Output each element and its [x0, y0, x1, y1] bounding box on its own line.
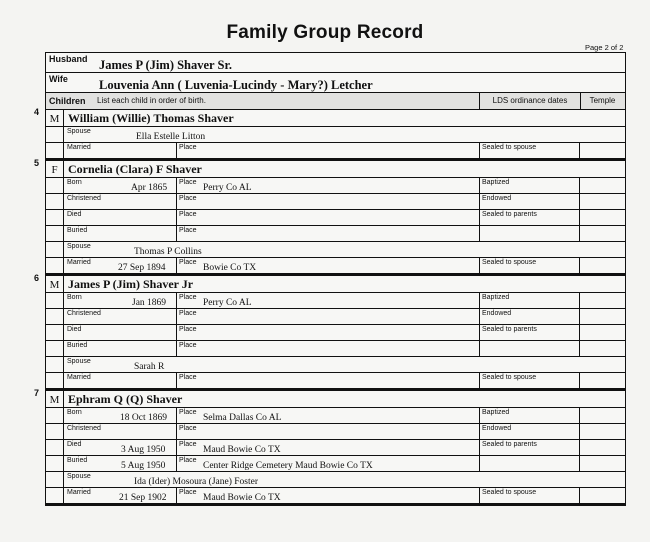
event-label: Died [67, 326, 82, 333]
event-label: Born [67, 294, 82, 301]
event-label: Spouse [67, 243, 91, 250]
row-divider [63, 456, 64, 471]
child-sex: M [46, 391, 64, 407]
event-row [46, 456, 625, 472]
place-label: Place [179, 144, 197, 151]
row-divider [63, 226, 64, 241]
family-group-form [34, 52, 626, 506]
lds-divider [479, 178, 480, 193]
lds-divider [479, 373, 480, 388]
row-divider [63, 293, 64, 308]
event-date: Sarah R [134, 362, 165, 372]
place-divider [176, 440, 177, 455]
event-label: Buried [67, 342, 88, 349]
event-label: Buried [67, 457, 88, 464]
event-label: Spouse [67, 358, 91, 365]
event-label: Christened [67, 195, 101, 202]
place-label: Place [179, 294, 197, 301]
place-divider [176, 373, 177, 388]
event-row [46, 293, 625, 309]
row-divider [63, 242, 64, 257]
place-label: Place [179, 489, 197, 496]
place-label: Place [179, 227, 197, 234]
row-divider [63, 194, 64, 209]
child-sex: M [46, 276, 64, 292]
place-label: Place [179, 441, 197, 448]
lds-divider [479, 210, 480, 225]
place-divider [176, 258, 177, 273]
event-date: Jan 1869 [132, 298, 167, 308]
temple-divider [579, 226, 580, 241]
event-row [46, 226, 625, 242]
event-row [46, 325, 625, 341]
place-divider [176, 194, 177, 209]
place-value: Perry Co AL [203, 183, 252, 193]
row-divider [63, 127, 64, 142]
lds-ordinance-label: Baptized [482, 294, 510, 301]
event-date: Apr 1865 [131, 183, 168, 193]
lds-ordinance-label: Baptized [482, 179, 510, 186]
event-row [46, 373, 625, 389]
temple-header: Temple [589, 96, 616, 105]
lds-divider [479, 143, 480, 158]
page-number: Page 2 of 2 [585, 43, 624, 52]
place-label: Place [179, 326, 197, 333]
event-row [46, 309, 625, 325]
temple-divider [579, 293, 580, 308]
place-label: Place [179, 374, 197, 381]
lds-divider [479, 341, 480, 356]
place-divider [176, 226, 177, 241]
temple-divider [579, 373, 580, 388]
child-name-row [46, 391, 625, 408]
place-divider [176, 210, 177, 225]
lds-divider [479, 309, 480, 324]
place-divider [176, 143, 177, 158]
event-row [46, 258, 625, 274]
event-label: Died [67, 441, 82, 448]
event-date: 21 Sep 1902 [119, 493, 167, 503]
children-header [46, 93, 625, 110]
event-date: 18 Oct 1869 [120, 413, 167, 423]
event-row [46, 357, 625, 373]
place-divider [176, 488, 177, 503]
place-label: Place [179, 425, 197, 432]
lds-divider [479, 293, 480, 308]
event-date: Thomas P Collins [134, 247, 202, 257]
event-label: Married [67, 144, 91, 151]
event-date: Ida (Ider) Mosoura (Jane) Foster [134, 477, 258, 487]
event-label: Born [67, 409, 82, 416]
place-divider [176, 408, 177, 423]
lds-divider [479, 325, 480, 340]
event-date: 3 Aug 1950 [121, 445, 166, 455]
event-label: Married [67, 259, 91, 266]
event-row [46, 127, 625, 143]
child-record [34, 273, 625, 391]
event-row [46, 242, 625, 258]
event-label: Died [67, 211, 82, 218]
temple-divider [579, 424, 580, 439]
child-number: 6 [34, 273, 40, 283]
temple-divider [579, 194, 580, 209]
temple-divider [579, 210, 580, 225]
temple-divider [579, 488, 580, 503]
lds-divider [479, 194, 480, 209]
temple-divider [579, 456, 580, 471]
husband-label: Husband [49, 54, 88, 64]
child-name: James P (Jim) Shaver Jr [68, 277, 194, 291]
event-date: 27 Sep 1894 [118, 263, 166, 273]
child-record [34, 388, 625, 506]
temple-divider [579, 143, 580, 158]
lds-divider [479, 424, 480, 439]
lds-ordinance-label: Sealed to parents [482, 326, 537, 333]
child-name: Cornelia (Clara) F Shaver [68, 162, 202, 176]
row-divider [63, 143, 64, 158]
event-row [46, 210, 625, 226]
wife-name: Louvenia Ann ( Luvenia-Lucindy - Mary?) Letcher [99, 78, 373, 92]
event-row [46, 488, 625, 504]
place-value: Perry Co AL [203, 298, 252, 308]
husband-row [46, 53, 625, 73]
child-name: Ephram Q (Q) Shaver [68, 392, 183, 406]
event-row [46, 440, 625, 456]
place-label: Place [179, 259, 197, 266]
event-label: Married [67, 489, 91, 496]
place-label: Place [179, 342, 197, 349]
row-divider [63, 357, 64, 372]
children-list [34, 107, 625, 506]
temple-divider [579, 258, 580, 273]
event-row [46, 424, 625, 440]
row-divider [63, 325, 64, 340]
place-value: Selma Dallas Co AL [203, 413, 282, 423]
lds-divider [479, 456, 480, 471]
place-label: Place [179, 195, 197, 202]
place-divider [176, 424, 177, 439]
lds-ordinance-label: Sealed to spouse [482, 144, 537, 151]
lds-divider [479, 440, 480, 455]
children-instruction: List each child in order of birth. [97, 96, 206, 105]
event-row [46, 341, 625, 357]
lds-divider [479, 226, 480, 241]
row-divider [63, 472, 64, 487]
event-label: Spouse [67, 128, 91, 135]
child-name: William (Willie) Thomas Shaver [68, 111, 234, 125]
event-label: Spouse [67, 473, 91, 480]
event-label: Born [67, 179, 82, 186]
place-label: Place [179, 310, 197, 317]
event-label: Married [67, 374, 91, 381]
lds-ordinance-label: Sealed to parents [482, 441, 537, 448]
row-divider [63, 424, 64, 439]
place-value: Center Ridge Cemetery Maud Bowie Co TX [203, 461, 373, 471]
temple-divider [579, 408, 580, 423]
lds-divider [479, 488, 480, 503]
temple-divider [579, 440, 580, 455]
row-divider [63, 440, 64, 455]
event-date: 5 Aug 1950 [121, 461, 166, 471]
lds-ordinance-label: Sealed to spouse [482, 489, 537, 496]
row-divider [63, 488, 64, 503]
husband-name: James P (Jim) Shaver Sr. [99, 58, 232, 72]
lds-divider [479, 258, 480, 273]
event-row [46, 408, 625, 424]
child-name-row [46, 161, 625, 178]
event-label: Buried [67, 227, 88, 234]
row-divider [63, 309, 64, 324]
row-divider [63, 258, 64, 273]
temple-divider [579, 341, 580, 356]
child-record [34, 158, 625, 276]
child-number: 4 [34, 107, 40, 117]
page-title: Family Group Record [226, 22, 424, 43]
child-sex: F [46, 161, 64, 177]
row-divider [63, 178, 64, 193]
event-row [46, 143, 625, 159]
place-divider [176, 456, 177, 471]
child-number: 5 [34, 158, 40, 168]
event-date: Ella Estelle Litton [136, 132, 206, 142]
place-value: Maud Bowie Co TX [203, 493, 281, 503]
place-divider [176, 293, 177, 308]
lds-ordinance-label: Endowed [482, 195, 512, 202]
temple-divider [579, 309, 580, 324]
event-label: Christened [67, 310, 101, 317]
place-value: Bowie Co TX [203, 263, 257, 273]
lds-ordinance-label: Sealed to spouse [482, 259, 537, 266]
place-label: Place [179, 179, 197, 186]
child-name-row [46, 110, 625, 127]
child-record [34, 107, 625, 161]
row-divider [63, 210, 64, 225]
event-label: Christened [67, 425, 101, 432]
place-value: Maud Bowie Co TX [203, 445, 281, 455]
place-label: Place [179, 211, 197, 218]
place-divider [176, 341, 177, 356]
wife-label: Wife [49, 74, 68, 84]
row-divider [63, 373, 64, 388]
lds-ordinance-label: Baptized [482, 409, 510, 416]
lds-ordinance-label: Sealed to spouse [482, 374, 537, 381]
place-divider [176, 178, 177, 193]
place-divider [176, 325, 177, 340]
event-row [46, 178, 625, 194]
place-divider [176, 309, 177, 324]
temple-divider [579, 178, 580, 193]
place-label: Place [179, 457, 197, 464]
child-name-row [46, 276, 625, 293]
lds-ordinance-header: LDS ordinance dates [479, 93, 581, 109]
lds-divider [479, 408, 480, 423]
lds-ordinance-label: Sealed to parents [482, 211, 537, 218]
children-label: Children [49, 96, 86, 106]
event-row [46, 472, 625, 488]
lds-ordinance-label: Endowed [482, 425, 512, 432]
row-divider [63, 408, 64, 423]
child-sex: M [46, 110, 64, 126]
wife-row [46, 73, 625, 93]
row-divider [63, 341, 64, 356]
temple-divider [579, 325, 580, 340]
lds-ordinance-label: Endowed [482, 310, 512, 317]
event-row [46, 194, 625, 210]
place-label: Place [179, 409, 197, 416]
child-number: 7 [34, 388, 40, 398]
